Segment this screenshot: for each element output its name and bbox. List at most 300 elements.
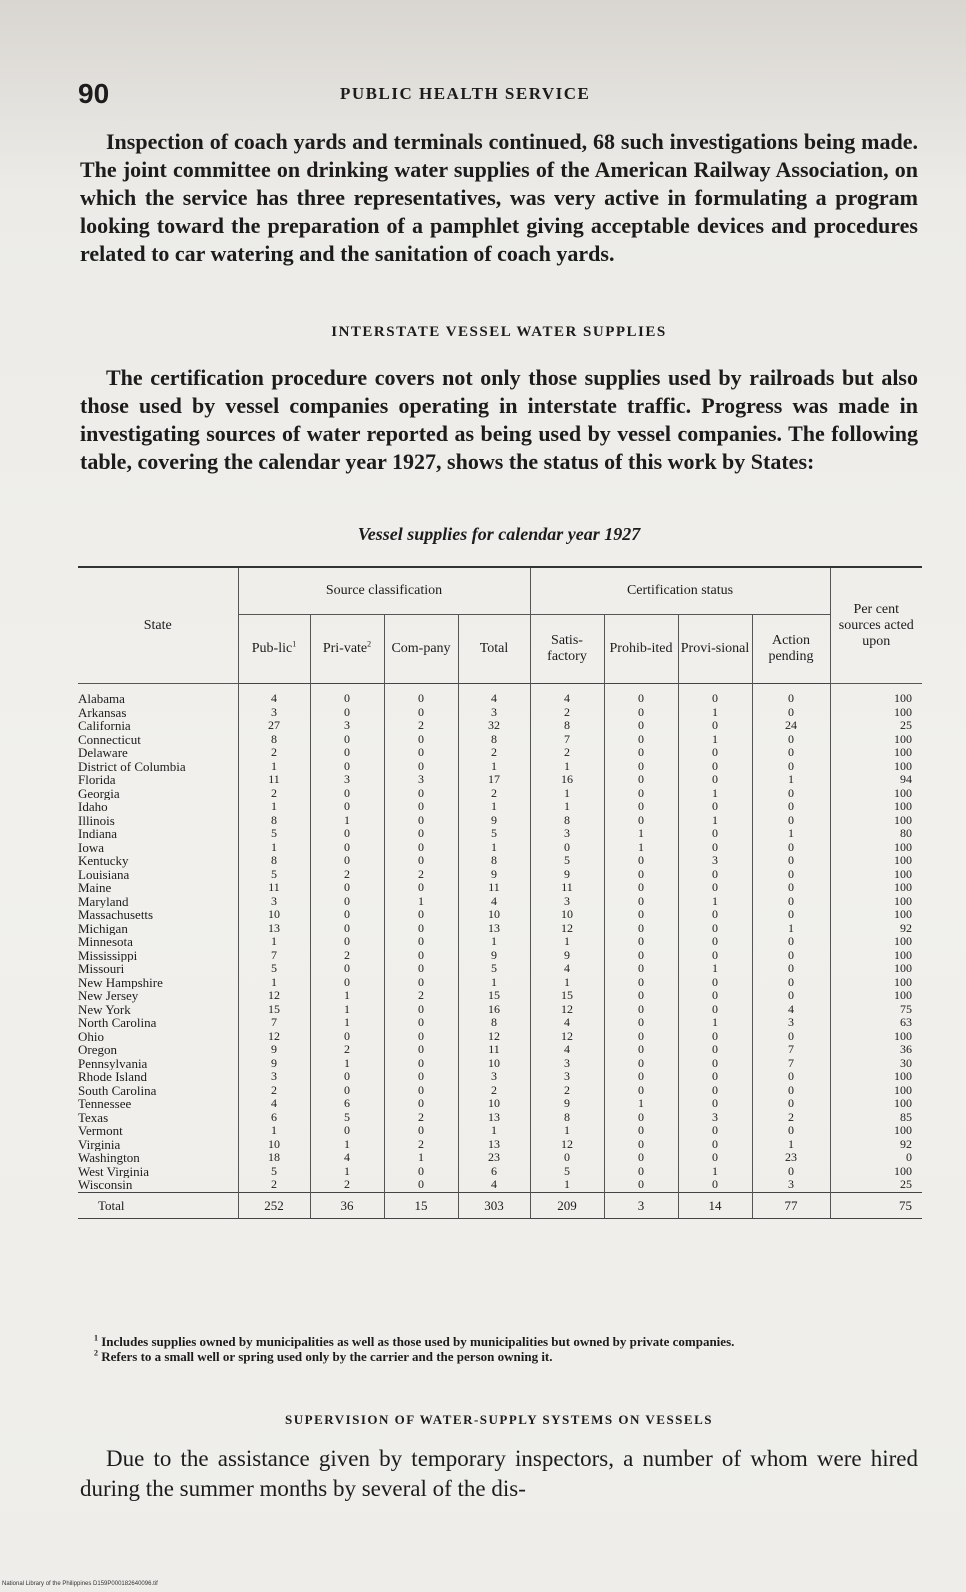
cell-private: 0 bbox=[310, 976, 384, 990]
cell-action: 0 bbox=[752, 800, 830, 814]
cell-company: 2 bbox=[384, 719, 458, 733]
cell-company: 0 bbox=[384, 1057, 458, 1071]
cell-private: 0 bbox=[310, 841, 384, 855]
cell-prohibited: 0 bbox=[604, 1043, 678, 1057]
cell-total: 8 bbox=[458, 733, 530, 747]
table-row bbox=[78, 800, 922, 814]
cell-private: 0 bbox=[310, 800, 384, 814]
cell-private: 1 bbox=[310, 1016, 384, 1030]
cell-total: 5 bbox=[458, 962, 530, 976]
cell-satisfactory: 1 bbox=[530, 1124, 604, 1138]
cell-private: 1 bbox=[310, 1003, 384, 1017]
cell-total: 16 bbox=[458, 1003, 530, 1017]
cell-satisfactory: 12 bbox=[530, 1003, 604, 1017]
cell-company: 2 bbox=[384, 868, 458, 882]
cell-satisfactory: 2 bbox=[530, 746, 604, 760]
header-action-pending: Action pending bbox=[752, 615, 830, 684]
cell-satisfactory: 4 bbox=[530, 1043, 604, 1057]
cell-public: 7 bbox=[238, 1016, 310, 1030]
cell-action: 0 bbox=[752, 706, 830, 720]
table-row bbox=[78, 1057, 922, 1071]
cell-total: 9 bbox=[458, 949, 530, 963]
table-body bbox=[78, 684, 922, 1193]
cell-satisfactory: 0 bbox=[530, 841, 604, 855]
cell-prohibited: 0 bbox=[604, 895, 678, 909]
cell-percent: 100 bbox=[830, 1165, 922, 1179]
cell-total: 1 bbox=[458, 841, 530, 855]
cell-action: 3 bbox=[752, 1016, 830, 1030]
cell-satisfactory: 16 bbox=[530, 773, 604, 787]
cell-action: 0 bbox=[752, 841, 830, 855]
cell-satisfactory: 3 bbox=[530, 827, 604, 841]
cell-percent: 36 bbox=[830, 1043, 922, 1057]
cell-action: 23 bbox=[752, 1151, 830, 1165]
table-row bbox=[78, 1097, 922, 1111]
cell-prohibited: 1 bbox=[604, 841, 678, 855]
cell-public: 1 bbox=[238, 800, 310, 814]
cell-provisional: 0 bbox=[678, 719, 752, 733]
cell-prohibited: 0 bbox=[604, 881, 678, 895]
cell-public: 18 bbox=[238, 1151, 310, 1165]
cell-satisfactory: 8 bbox=[530, 1111, 604, 1125]
cell-private: 2 bbox=[310, 1178, 384, 1192]
cell-total: 17 bbox=[458, 773, 530, 787]
cell-prohibited: 0 bbox=[604, 760, 678, 774]
cell-provisional: 0 bbox=[678, 746, 752, 760]
cell-provisional: 0 bbox=[678, 1043, 752, 1057]
cell-company: 0 bbox=[384, 1003, 458, 1017]
cell-private: 4 bbox=[310, 1151, 384, 1165]
cell-total-action: 77 bbox=[752, 1192, 830, 1219]
cell-public: 2 bbox=[238, 1178, 310, 1192]
cell-total: 2 bbox=[458, 1084, 530, 1098]
cell-total: 9 bbox=[458, 868, 530, 882]
cell-satisfactory: 12 bbox=[530, 922, 604, 936]
header-company: Com-pany bbox=[384, 615, 458, 684]
cell-satisfactory: 15 bbox=[530, 989, 604, 1003]
cell-total: 4 bbox=[458, 684, 530, 706]
table-row bbox=[78, 1084, 922, 1098]
cell-provisional: 0 bbox=[678, 841, 752, 855]
cell-total: 12 bbox=[458, 1030, 530, 1044]
cell-private: 1 bbox=[310, 1057, 384, 1071]
table-row bbox=[78, 706, 922, 720]
paragraph-coach-yards: Inspection of coach yards and terminals continued, 68 such investigations being made. The joint committee on drinking water supplies of the American Railway Association, on which the service has three representatives, was very active in formulating a program looking toward the preparation of a pamphlet giving acceptable devices and procedures related to car watering and the sanitation of coach yards. bbox=[80, 129, 918, 266]
cell-percent: 100 bbox=[830, 854, 922, 868]
cell-total: 11 bbox=[458, 1043, 530, 1057]
cell-percent: 85 bbox=[830, 1111, 922, 1125]
cell-prohibited: 0 bbox=[604, 1084, 678, 1098]
cell-state: Iowa bbox=[78, 840, 104, 854]
running-head: PUBLIC HEALTH SERVICE bbox=[340, 84, 591, 103]
cell-provisional: 0 bbox=[678, 922, 752, 936]
cell-company: 0 bbox=[384, 949, 458, 963]
cell-company: 0 bbox=[384, 814, 458, 828]
cell-prohibited: 1 bbox=[604, 827, 678, 841]
cell-private: 0 bbox=[310, 1030, 384, 1044]
cell-provisional: 0 bbox=[678, 1151, 752, 1165]
cell-percent: 100 bbox=[830, 1124, 922, 1138]
table-row bbox=[78, 814, 922, 828]
cell-company: 0 bbox=[384, 854, 458, 868]
cell-action: 0 bbox=[752, 1165, 830, 1179]
cell-action: 0 bbox=[752, 1070, 830, 1084]
cell-total: 1 bbox=[458, 935, 530, 949]
table-row bbox=[78, 1165, 922, 1179]
cell-state: Georgia bbox=[78, 786, 120, 800]
cell-private: 6 bbox=[310, 1097, 384, 1111]
cell-company: 0 bbox=[384, 922, 458, 936]
cell-total: 2 bbox=[458, 787, 530, 801]
cell-provisional: 0 bbox=[678, 1124, 752, 1138]
cell-public: 12 bbox=[238, 1030, 310, 1044]
cell-total: 1 bbox=[458, 1124, 530, 1138]
cell-state: West Virginia bbox=[78, 1164, 149, 1178]
cell-satisfactory: 9 bbox=[530, 1097, 604, 1111]
cell-company: 0 bbox=[384, 1070, 458, 1084]
cell-prohibited: 0 bbox=[604, 733, 678, 747]
cell-satisfactory: 0 bbox=[530, 1151, 604, 1165]
table-row bbox=[78, 746, 922, 760]
header-state: State bbox=[78, 567, 238, 684]
table-row bbox=[78, 908, 922, 922]
cell-public: 10 bbox=[238, 1138, 310, 1152]
cell-public: 3 bbox=[238, 1070, 310, 1084]
cell-prohibited: 1 bbox=[604, 1097, 678, 1111]
header-percent-acted: Per cent sources acted upon bbox=[830, 567, 922, 684]
cell-public: 1 bbox=[238, 935, 310, 949]
table-head bbox=[78, 567, 922, 684]
cell-state: California bbox=[78, 719, 131, 733]
cell-public: 3 bbox=[238, 895, 310, 909]
cell-action: 0 bbox=[752, 746, 830, 760]
table-row bbox=[78, 868, 922, 882]
cell-provisional: 0 bbox=[678, 1097, 752, 1111]
cell-public: 11 bbox=[238, 881, 310, 895]
cell-public: 1 bbox=[238, 1124, 310, 1138]
cell-provisional: 0 bbox=[678, 827, 752, 841]
cell-private: 1 bbox=[310, 1165, 384, 1179]
cell-state: Texas bbox=[78, 1110, 109, 1124]
cell-company: 0 bbox=[384, 1124, 458, 1138]
cell-public: 1 bbox=[238, 760, 310, 774]
cell-private: 0 bbox=[310, 895, 384, 909]
cell-provisional: 0 bbox=[678, 881, 752, 895]
cell-total: 3 bbox=[458, 706, 530, 720]
cell-provisional: 1 bbox=[678, 1165, 752, 1179]
cell-provisional: 0 bbox=[678, 760, 752, 774]
cell-provisional: 0 bbox=[678, 773, 752, 787]
cell-public: 7 bbox=[238, 949, 310, 963]
cell-percent: 100 bbox=[830, 935, 922, 949]
cell-public: 6 bbox=[238, 1111, 310, 1125]
cell-prohibited: 0 bbox=[604, 1138, 678, 1152]
cell-satisfactory: 12 bbox=[530, 1138, 604, 1152]
cell-satisfactory: 1 bbox=[530, 976, 604, 990]
header-private: Pri-vate$^2$ bbox=[310, 615, 384, 684]
cell-prohibited: 0 bbox=[604, 787, 678, 801]
cell-state: District of Columbia bbox=[78, 759, 186, 773]
cell-prohibited: 0 bbox=[604, 1070, 678, 1084]
cell-public: 11 bbox=[238, 773, 310, 787]
cell-state: Connecticut bbox=[78, 732, 141, 746]
cell-total: 6 bbox=[458, 1165, 530, 1179]
table-row bbox=[78, 1111, 922, 1125]
cell-private: 0 bbox=[310, 1084, 384, 1098]
table-title: Vessel supplies for calendar year 1927 bbox=[357, 524, 641, 544]
cell-satisfactory: 11 bbox=[530, 881, 604, 895]
cell-satisfactory: 1 bbox=[530, 760, 604, 774]
table-row bbox=[78, 949, 922, 963]
cell-total: 13 bbox=[458, 922, 530, 936]
cell-prohibited: 0 bbox=[604, 854, 678, 868]
cell-percent: 100 bbox=[830, 1097, 922, 1111]
cell-prohibited: 0 bbox=[604, 868, 678, 882]
cell-action: 0 bbox=[752, 1097, 830, 1111]
cell-private: 3 bbox=[310, 719, 384, 733]
cell-prohibited: 0 bbox=[604, 1016, 678, 1030]
cell-state: Washington bbox=[78, 1151, 140, 1165]
cell-public: 1 bbox=[238, 976, 310, 990]
cell-company: 0 bbox=[384, 935, 458, 949]
cell-provisional: 0 bbox=[678, 868, 752, 882]
cell-percent: 100 bbox=[830, 908, 922, 922]
table-row bbox=[78, 719, 922, 733]
cell-total: 3 bbox=[458, 1070, 530, 1084]
table-row bbox=[78, 733, 922, 747]
cell-public: 5 bbox=[238, 962, 310, 976]
cell-prohibited: 0 bbox=[604, 962, 678, 976]
cell-state: Alabama bbox=[78, 691, 125, 706]
cell-public: 27 bbox=[238, 719, 310, 733]
cell-prohibited: 0 bbox=[604, 746, 678, 760]
cell-state: Rhode Island bbox=[78, 1070, 147, 1084]
cell-private: 0 bbox=[310, 684, 384, 706]
table-row bbox=[78, 827, 922, 841]
cell-company: 3 bbox=[384, 773, 458, 787]
cell-total: 10 bbox=[458, 1097, 530, 1111]
cell-action: 0 bbox=[752, 868, 830, 882]
cell-action: 0 bbox=[752, 962, 830, 976]
cell-total-label: Total bbox=[78, 1192, 238, 1219]
cell-company: 0 bbox=[384, 1016, 458, 1030]
cell-total: 4 bbox=[458, 1178, 530, 1192]
cell-state: Virginia bbox=[78, 1137, 121, 1151]
cell-state: Idaho bbox=[78, 800, 108, 814]
cell-public: 2 bbox=[238, 1084, 310, 1098]
cell-provisional: 0 bbox=[678, 1030, 752, 1044]
cell-percent: 100 bbox=[830, 881, 922, 895]
cell-state: Tennessee bbox=[78, 1097, 132, 1111]
header-prohibited: Prohib-ited bbox=[604, 615, 678, 684]
cell-private: 0 bbox=[310, 827, 384, 841]
cell-provisional: 1 bbox=[678, 814, 752, 828]
cell-percent: 100 bbox=[830, 684, 922, 706]
scan-watermark: National Library of the Philippines D159P000182640096.tif bbox=[2, 1581, 158, 1587]
cell-provisional: 1 bbox=[678, 787, 752, 801]
cell-action: 3 bbox=[752, 1178, 830, 1192]
cell-provisional: 0 bbox=[678, 1084, 752, 1098]
cell-state: Florida bbox=[78, 773, 116, 787]
cell-company: 1 bbox=[384, 1151, 458, 1165]
table-row bbox=[78, 1016, 922, 1030]
cell-satisfactory: 2 bbox=[530, 706, 604, 720]
cell-total-private: 36 bbox=[310, 1192, 384, 1219]
cell-satisfactory: 10 bbox=[530, 908, 604, 922]
table-row bbox=[78, 989, 922, 1003]
header-satisfactory: Satis-factory bbox=[530, 615, 604, 684]
table-row bbox=[78, 976, 922, 990]
cell-action: 0 bbox=[752, 760, 830, 774]
cell-provisional: 1 bbox=[678, 706, 752, 720]
cell-prohibited: 0 bbox=[604, 1057, 678, 1071]
cell-public: 2 bbox=[238, 787, 310, 801]
cell-satisfactory: 8 bbox=[530, 814, 604, 828]
cell-private: 0 bbox=[310, 746, 384, 760]
cell-provisional: 0 bbox=[678, 684, 752, 706]
cell-percent: 100 bbox=[830, 962, 922, 976]
cell-provisional: 1 bbox=[678, 733, 752, 747]
cell-state: Illinois bbox=[78, 813, 115, 827]
cell-satisfactory: 4 bbox=[530, 684, 604, 706]
cell-company: 0 bbox=[384, 1030, 458, 1044]
cell-public: 8 bbox=[238, 733, 310, 747]
cell-percent: 100 bbox=[830, 868, 922, 882]
cell-total: 5 bbox=[458, 827, 530, 841]
cell-action: 0 bbox=[752, 895, 830, 909]
cell-provisional: 0 bbox=[678, 989, 752, 1003]
cell-percent: 100 bbox=[830, 800, 922, 814]
cell-private: 0 bbox=[310, 1124, 384, 1138]
page-number: 90 bbox=[78, 78, 110, 109]
table-row bbox=[78, 935, 922, 949]
cell-state: Michigan bbox=[78, 921, 128, 935]
cell-total: 15 bbox=[458, 989, 530, 1003]
cell-total: 13 bbox=[458, 1138, 530, 1152]
header-public: Pub-lic$^1$ bbox=[238, 615, 310, 684]
table-row bbox=[78, 773, 922, 787]
cell-private: 0 bbox=[310, 787, 384, 801]
cell-state: Louisiana bbox=[78, 867, 130, 881]
cell-prohibited: 0 bbox=[604, 706, 678, 720]
cell-percent: 25 bbox=[830, 1178, 922, 1192]
cell-company: 2 bbox=[384, 989, 458, 1003]
cell-prohibited: 0 bbox=[604, 814, 678, 828]
cell-satisfactory: 9 bbox=[530, 868, 604, 882]
cell-public: 9 bbox=[238, 1043, 310, 1057]
cell-prohibited: 0 bbox=[604, 684, 678, 706]
cell-percent: 100 bbox=[830, 1084, 922, 1098]
cell-total-satisfactory: 209 bbox=[530, 1192, 604, 1219]
cell-percent: 100 bbox=[830, 1030, 922, 1044]
cell-public: 15 bbox=[238, 1003, 310, 1017]
cell-prohibited: 0 bbox=[604, 1151, 678, 1165]
cell-satisfactory: 3 bbox=[530, 1070, 604, 1084]
cell-prohibited: 0 bbox=[604, 1165, 678, 1179]
cell-state: Pennsylvania bbox=[78, 1056, 148, 1070]
cell-private: 0 bbox=[310, 1070, 384, 1084]
cell-public: 13 bbox=[238, 922, 310, 936]
cell-private: 1 bbox=[310, 814, 384, 828]
footnote-1: $^1$ Includes supplies owned by municipalities as well as those used by municipalities but owned by private companies. bbox=[94, 1333, 735, 1349]
cell-percent: 100 bbox=[830, 787, 922, 801]
cell-prohibited: 0 bbox=[604, 935, 678, 949]
cell-satisfactory: 5 bbox=[530, 1165, 604, 1179]
cell-action: 0 bbox=[752, 787, 830, 801]
cell-private: 2 bbox=[310, 1043, 384, 1057]
cell-company: 2 bbox=[384, 1138, 458, 1152]
cell-private: 2 bbox=[310, 868, 384, 882]
header-certification-status: Certification status bbox=[530, 567, 830, 615]
cell-company: 0 bbox=[384, 800, 458, 814]
cell-public: 5 bbox=[238, 868, 310, 882]
cell-company: 0 bbox=[384, 908, 458, 922]
table-row bbox=[78, 895, 922, 909]
cell-total-total: 303 bbox=[458, 1192, 530, 1219]
table-row bbox=[78, 1030, 922, 1044]
cell-public: 8 bbox=[238, 854, 310, 868]
cell-percent: 100 bbox=[830, 976, 922, 990]
table-row bbox=[78, 854, 922, 868]
cell-satisfactory: 3 bbox=[530, 895, 604, 909]
cell-provisional: 0 bbox=[678, 1003, 752, 1017]
cell-company: 0 bbox=[384, 760, 458, 774]
cell-prohibited: 0 bbox=[604, 908, 678, 922]
cell-state: Oregon bbox=[78, 1043, 117, 1057]
cell-public: 5 bbox=[238, 827, 310, 841]
cell-satisfactory: 1 bbox=[530, 800, 604, 814]
table-foot bbox=[78, 1192, 922, 1219]
cell-company: 0 bbox=[384, 787, 458, 801]
cell-prohibited: 0 bbox=[604, 976, 678, 990]
cell-percent: 100 bbox=[830, 949, 922, 963]
cell-total: 1 bbox=[458, 800, 530, 814]
cell-provisional: 0 bbox=[678, 800, 752, 814]
cell-provisional: 0 bbox=[678, 976, 752, 990]
cell-total: 10 bbox=[458, 1057, 530, 1071]
cell-percent: 100 bbox=[830, 760, 922, 774]
cell-action: 1 bbox=[752, 773, 830, 787]
cell-satisfactory: 3 bbox=[530, 1057, 604, 1071]
cell-action: 7 bbox=[752, 1043, 830, 1057]
cell-prohibited: 0 bbox=[604, 1111, 678, 1125]
cell-total: 2 bbox=[458, 746, 530, 760]
cell-prohibited: 0 bbox=[604, 949, 678, 963]
cell-action: 0 bbox=[752, 1084, 830, 1098]
header-total: Total bbox=[458, 615, 530, 684]
cell-satisfactory: 5 bbox=[530, 854, 604, 868]
cell-prohibited: 0 bbox=[604, 989, 678, 1003]
cell-action: 1 bbox=[752, 827, 830, 841]
cell-prohibited: 0 bbox=[604, 1030, 678, 1044]
cell-satisfactory: 1 bbox=[530, 1178, 604, 1192]
cell-total: 1 bbox=[458, 760, 530, 774]
cell-state: Maryland bbox=[78, 894, 129, 908]
cell-public: 4 bbox=[238, 684, 310, 706]
cell-public: 1 bbox=[238, 841, 310, 855]
section-heading-supervision: SUPERVISION OF WATER-SUPPLY SYSTEMS ON VESSELS bbox=[285, 1412, 713, 1427]
page-header bbox=[78, 78, 918, 118]
table-row bbox=[78, 841, 922, 855]
cell-public: 8 bbox=[238, 814, 310, 828]
cell-action: 0 bbox=[752, 935, 830, 949]
cell-percent: 100 bbox=[830, 706, 922, 720]
cell-company: 0 bbox=[384, 962, 458, 976]
cell-total: 4 bbox=[458, 895, 530, 909]
cell-company: 2 bbox=[384, 1111, 458, 1125]
cell-state: New Jersey bbox=[78, 989, 139, 1003]
cell-percent: 100 bbox=[830, 733, 922, 747]
